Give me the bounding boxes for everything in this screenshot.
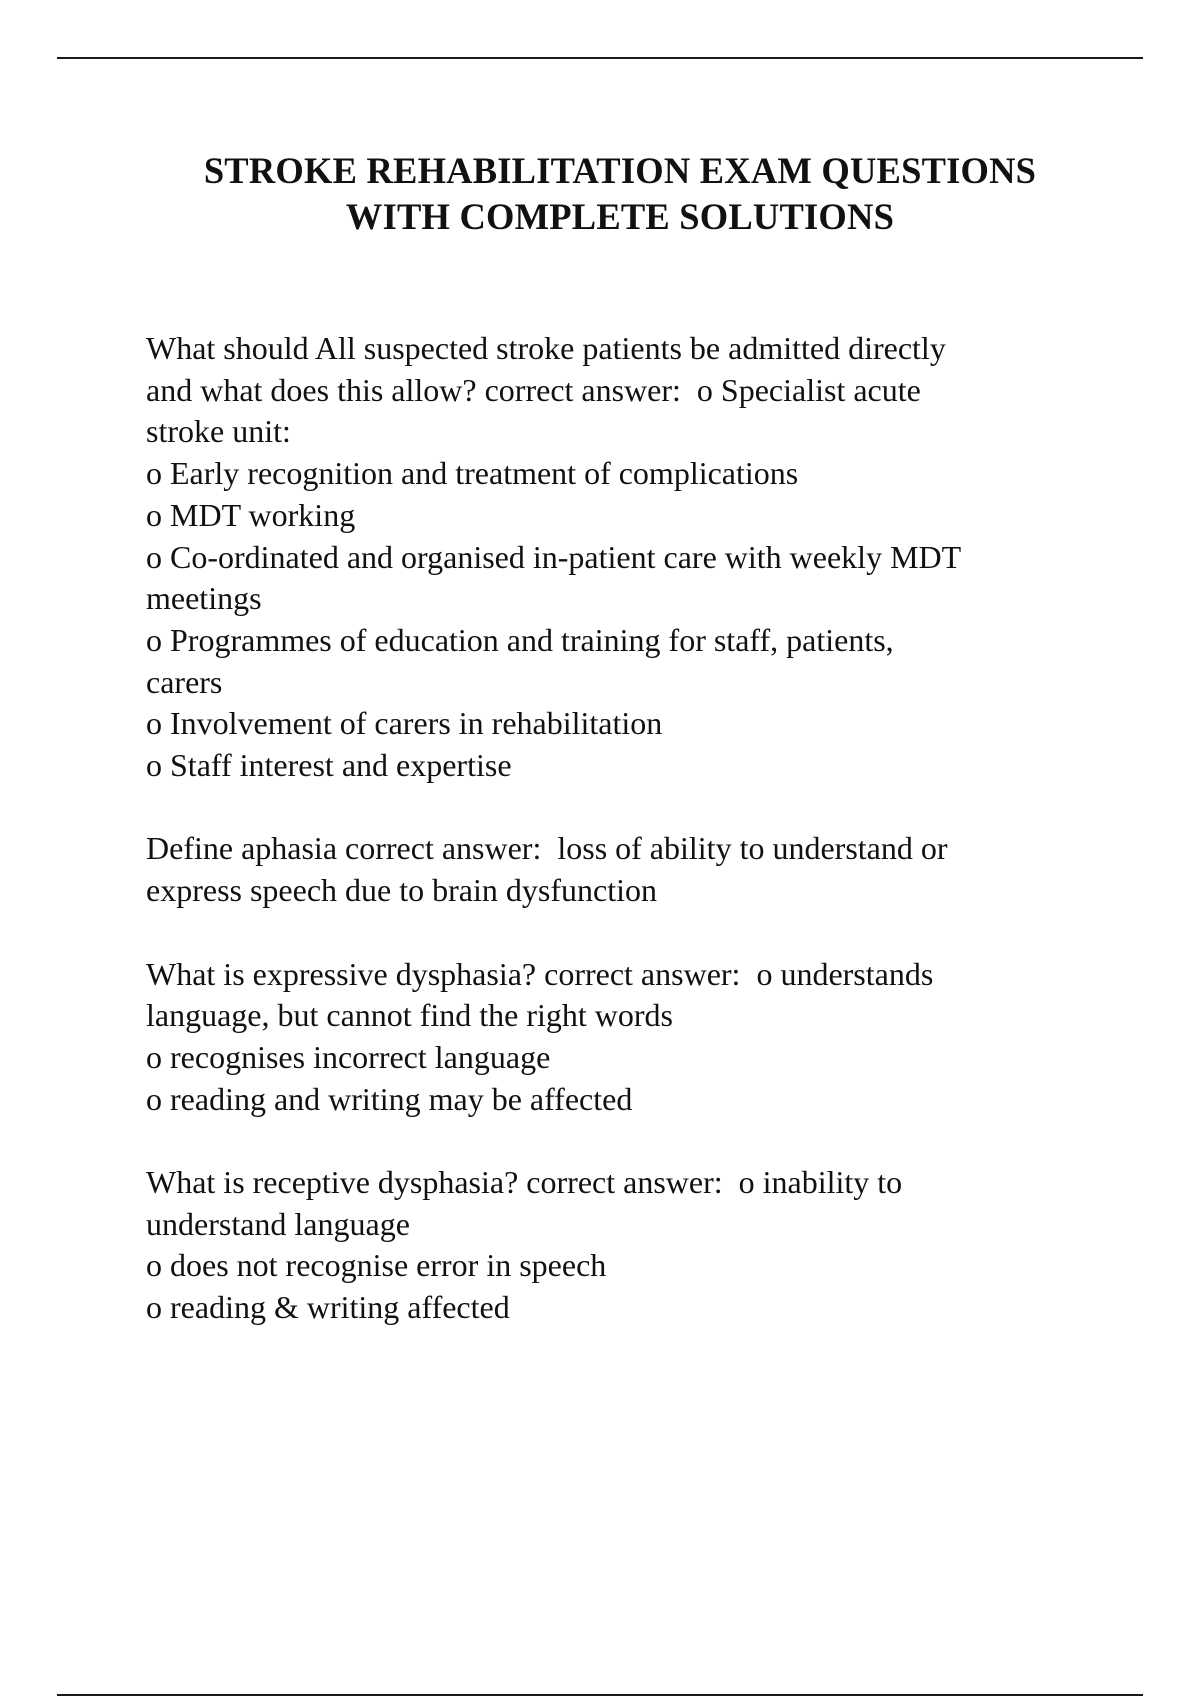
text-line: What is expressive dysphasia? correct answer: o understands bbox=[146, 955, 934, 992]
top-divider bbox=[57, 57, 1143, 59]
qa-item-stroke-unit bbox=[146, 328, 1136, 787]
text-line: express speech due to brain dysfunction bbox=[146, 872, 657, 909]
qa-item-aphasia bbox=[146, 828, 1136, 911]
text-line: o Staff interest and expertise bbox=[146, 747, 512, 784]
text-line: o recognises incorrect language bbox=[146, 1038, 551, 1075]
text-line: Define aphasia correct answer: loss of ability to understand or bbox=[146, 830, 948, 867]
text-line: and what does this allow? correct answer: o Specialist acute bbox=[146, 371, 921, 408]
text-line: o MDT working bbox=[146, 496, 356, 533]
text-line: What is receptive dysphasia? correct answer: o inability to bbox=[146, 1164, 903, 1201]
title-line-1: STROKE REHABILITATION EXAM QUESTIONS bbox=[203, 150, 1037, 191]
text-line: o Early recognition and treatment of complications bbox=[146, 455, 799, 492]
title-line-2: WITH COMPLETE SOLUTIONS bbox=[345, 196, 895, 237]
qa-item-receptive-dysphasia bbox=[146, 1162, 1136, 1329]
text-line: stroke unit: bbox=[146, 413, 291, 450]
document-body bbox=[146, 328, 1136, 1371]
text-line: language, but cannot find the right words bbox=[146, 997, 673, 1034]
qa-item-expressive-dysphasia bbox=[146, 954, 1136, 1121]
text-line: o does not recognise error in speech bbox=[146, 1247, 607, 1284]
text-line: meetings bbox=[146, 580, 262, 617]
text-line: o reading & writing affected bbox=[146, 1289, 510, 1326]
document-title bbox=[60, 148, 1180, 240]
text-line: o reading and writing may be affected bbox=[146, 1080, 633, 1117]
text-line: o Programmes of education and training for staff, patients, bbox=[146, 621, 894, 658]
text-line: What should All suspected stroke patients be admitted directly bbox=[146, 330, 946, 366]
text-line: understand language bbox=[146, 1205, 410, 1242]
text-line: o Co-ordinated and organised in-patient care with weekly MDT bbox=[146, 538, 962, 575]
bottom-divider bbox=[57, 1694, 1143, 1696]
text-line: o Involvement of carers in rehabilitation bbox=[146, 705, 663, 742]
text-line: carers bbox=[146, 663, 223, 700]
